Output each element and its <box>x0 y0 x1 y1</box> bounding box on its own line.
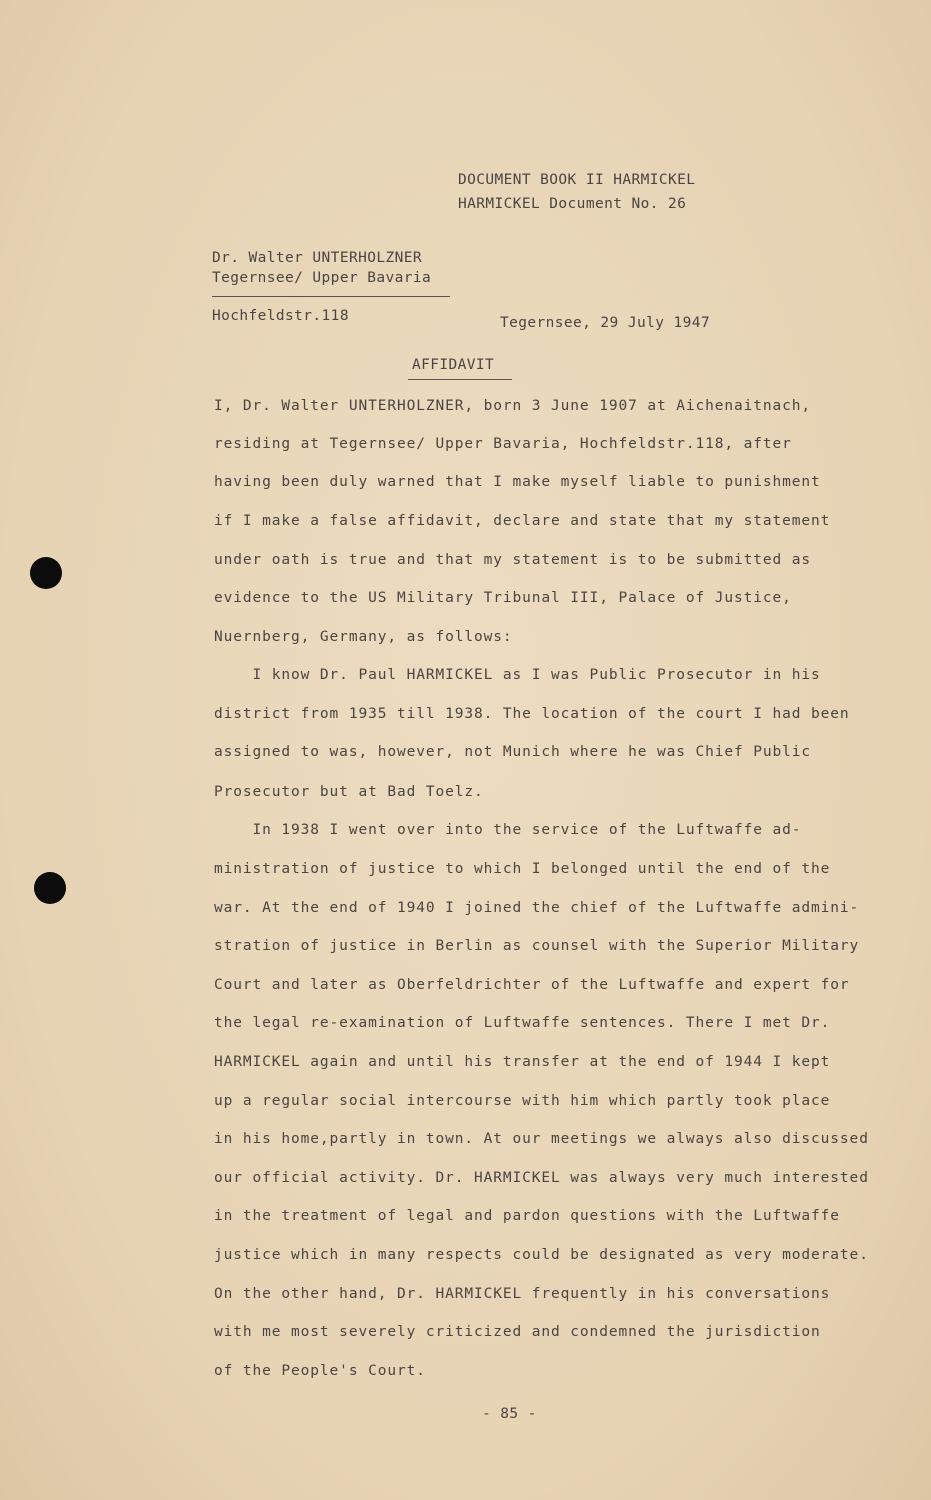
body-line: under oath is true and that my statement is to be submitted as <box>214 552 812 568</box>
body-line: I know Dr. Paul HARMICKEL as I was Public Prosecutor in his <box>214 667 821 683</box>
body-line: residing at Tegernsee/ Upper Bavaria, Hochfeldstr.118, after <box>214 436 792 452</box>
document-book-heading: DOCUMENT BOOK II HARMICKEL <box>458 172 696 188</box>
body-line: stration of justice in Berlin as counsel with the Superior Military <box>214 938 860 954</box>
body-line: I, Dr. Walter UNTERHOLZNER, born 3 June 1907 at Aichenaitnach, <box>214 398 812 414</box>
sender-street: Hochfeldstr.118 <box>212 308 349 324</box>
body-line: the legal re-examination of Luftwaffe sentences. There I met Dr. <box>214 1015 831 1031</box>
body-line: In 1938 I went over into the service of the Luftwaffe ad- <box>214 822 802 838</box>
title-underline <box>408 379 512 380</box>
page-number: - 85 - <box>482 1406 537 1422</box>
body-line: Court and later as Oberfeldrichter of the Luftwaffe and expert for <box>214 977 850 993</box>
body-line: HARMICKEL again and until his transfer at the end of 1944 I kept <box>214 1054 831 1070</box>
body-line: justice which in many respects could be designated as very moderate. <box>214 1247 869 1263</box>
body-line: in the treatment of legal and pardon questions with the Luftwaffe <box>214 1208 840 1224</box>
body-line: district from 1935 till 1938. The location of the court I had been <box>214 706 850 722</box>
document-title: AFFIDAVIT <box>412 357 495 373</box>
body-line: Nuernberg, Germany, as follows: <box>214 629 513 645</box>
document-number: HARMICKEL Document No. 26 <box>458 196 687 212</box>
sender-name: Dr. Walter UNTERHOLZNER <box>212 250 422 266</box>
body-line: with me most severely criticized and condemned the jurisdiction <box>214 1324 821 1340</box>
body-line: evidence to the US Military Tribunal III, Palace of Justice, <box>214 590 792 606</box>
body-line: having been duly warned that I make myself liable to punishment <box>214 474 821 490</box>
sender-underline <box>212 296 450 297</box>
punch-hole-top <box>30 557 62 589</box>
body-line: up a regular social intercourse with him which partly took place <box>214 1093 831 1109</box>
body-line: assigned to was, however, not Munich where he was Chief Public <box>214 744 812 760</box>
body-line: On the other hand, Dr. HARMICKEL frequently in his conversations <box>214 1286 831 1302</box>
body-line: war. At the end of 1940 I joined the chief of the Luftwaffe admini- <box>214 900 860 916</box>
body-line: of the People's Court. <box>214 1363 426 1379</box>
body-line: our official activity. Dr. HARMICKEL was always very much interested <box>214 1170 869 1186</box>
body-line: if I make a false affidavit, declare and state that my statement <box>214 513 831 529</box>
body-line: Prosecutor but at Bad Toelz. <box>214 784 484 800</box>
dateline: Tegernsee, 29 July 1947 <box>500 315 710 331</box>
body-line: in his home,partly in town. At our meetings we always also discussed <box>214 1131 869 1147</box>
punch-hole-bottom <box>34 872 66 904</box>
body-line: ministration of justice to which I belonged until the end of the <box>214 861 831 877</box>
sender-place: Tegernsee/ Upper Bavaria <box>212 270 432 286</box>
